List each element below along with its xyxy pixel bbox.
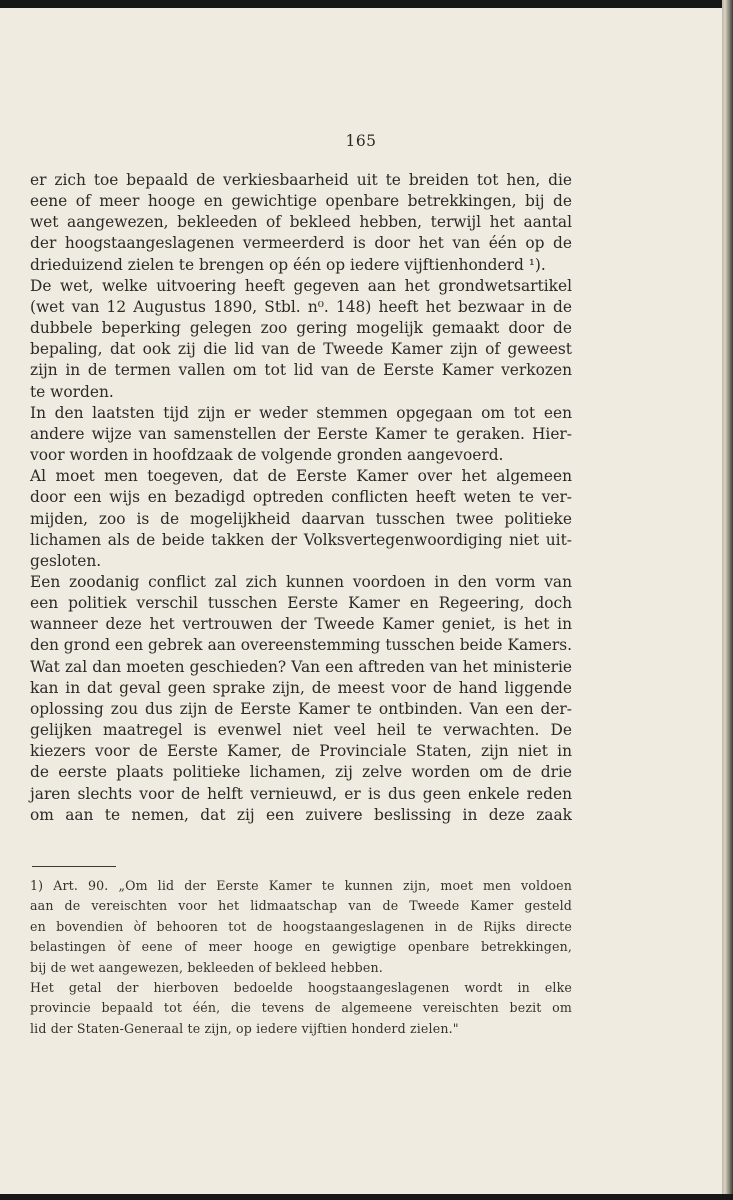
footnote-line: lid der Staten-Generaal te zijn, op iedere vijftien honderd zielen." <box>30 1020 459 1036</box>
book-page <box>0 8 722 1194</box>
scan-top-border <box>0 0 733 8</box>
main-text-line: te worden. <box>30 382 114 401</box>
main-text-line: den grond een gebrek aan overeenstemming tusschen beide Kamers. <box>30 636 572 655</box>
main-text-line: De wet, welke uitvoering heeft gegeven aan het grondwetsartikel <box>30 276 572 295</box>
main-text-line: wet aangewezen, bekleeden of bekleed hebben, terwijl het aantal <box>30 213 572 232</box>
page-number: 165 <box>345 132 377 150</box>
main-text-line: wanneer deze het vertrouwen der Tweede Kamer geniet, is het in <box>30 615 572 634</box>
main-text-paragraph <box>30 276 572 403</box>
main-text-paragraph <box>30 403 572 466</box>
main-text-line: gelijken maatregel is evenwel niet veel heil te verwachten. De <box>30 721 572 740</box>
main-text-paragraph <box>30 466 572 572</box>
main-text-line: er zich toe bepaald de verkiesbaarheid uit te breiden tot hen, die <box>30 171 572 189</box>
main-text-line: door een wijs en bezadigd optreden conflicten heeft weten te ver- <box>30 488 572 507</box>
main-text-line: In den laatsten tijd zijn er weder stemmen opgegaan om tot een <box>30 403 572 422</box>
main-text-line: gesloten. <box>30 551 102 570</box>
main-text-body <box>30 170 572 826</box>
main-text-line: dubbele beperking gelegen zoo gering mogelijk gemaakt door de <box>30 319 572 338</box>
footnote-divider <box>32 866 116 867</box>
scan-bottom-border <box>0 1194 733 1200</box>
main-text-line: een politiek verschil tusschen Eerste Kamer en Regeering, doch <box>30 594 572 613</box>
main-text-paragraph <box>30 572 572 826</box>
main-text-line: drieduizend zielen te brengen op één op iedere vijftienhonderd ¹). <box>30 255 546 274</box>
main-text-line: kiezers voor de Eerste Kamer, de Provinciale Staten, zijn niet in <box>30 742 572 761</box>
main-text-line: kan in dat geval geen sprake zijn, de meest voor de hand liggende <box>30 678 572 697</box>
footnote-line: provincie bepaald tot één, die tevens de algemeene vereischten bezit om <box>30 1000 572 1016</box>
footnote-line: en bovendien òf behooren tot de hoogstaangeslagenen in de Rijks directe <box>30 918 572 934</box>
main-text-line: oplossing zou dus zijn de Eerste Kamer te ontbinden. Van een der- <box>30 699 572 718</box>
main-text-line: lichamen als de beide takken der Volksvertegenwoordiging niet uit- <box>30 530 572 549</box>
footnote-paragraph <box>30 978 572 1039</box>
footnote-line: aan de vereischten voor het lidmaatschap van de Tweede Kamer gesteld <box>30 898 572 914</box>
main-text-paragraph <box>30 170 572 276</box>
footnote-line: bij de wet aangewezen, bekleeden of bekleed hebben. <box>30 959 383 975</box>
main-text-line: mijden, zoo is de mogelijkheid daarvan tusschen twee politieke <box>30 509 572 528</box>
main-text-line: jaren slechts voor de helft vernieuwd, er is dus geen enkele reden <box>30 784 572 803</box>
footnote-paragraph <box>30 876 572 978</box>
main-text-line: andere wijze van samenstellen der Eerste Kamer te geraken. Hier- <box>30 424 572 443</box>
page-edge-shadow <box>722 0 733 1200</box>
main-text-line: voor worden in hoofdzaak de volgende gronden aangevoerd. <box>30 446 504 465</box>
footnotes <box>30 876 572 1039</box>
main-text-line: om aan te nemen, dat zij een zuivere beslissing in deze zaak <box>30 805 572 824</box>
footnote-line: Het getal der hierboven bedoelde hoogstaangeslagenen wordt in elke <box>30 980 572 996</box>
main-text-line: der hoogstaangeslagenen vermeerderd is door het van één op de <box>30 234 572 253</box>
main-text-line: Al moet men toegeven, dat de Eerste Kamer over het algemeen <box>30 467 572 486</box>
main-text-line: bepaling, dat ook zij die lid van de Tweede Kamer zijn of geweest <box>30 340 572 359</box>
main-text-line: de eerste plaats politieke lichamen, zij zelve worden om de drie <box>30 763 572 782</box>
main-text-line: (wet van 12 Augustus 1890, Stbl. n⁰. 148) heeft het bezwaar in de <box>30 297 572 316</box>
footnote-line: belastingen òf eene of meer hooge en gewigtige openbare betrekkingen, <box>30 939 572 955</box>
main-text-line: Wat zal dan moeten geschieden? Van een aftreden van het ministerie <box>30 657 572 676</box>
main-text-line: Een zoodanig conflict zal zich kunnen voordoen in den vorm van <box>30 572 572 591</box>
footnote-line: 1) Art. 90. „Om lid der Eerste Kamer te kunnen zijn, moet men voldoen <box>30 878 572 893</box>
main-text-line: zijn in de termen vallen om tot lid van de Eerste Kamer verkozen <box>30 361 572 380</box>
main-text-line: eene of meer hooge en gewichtige openbare betrekkingen, bij de <box>30 192 572 211</box>
